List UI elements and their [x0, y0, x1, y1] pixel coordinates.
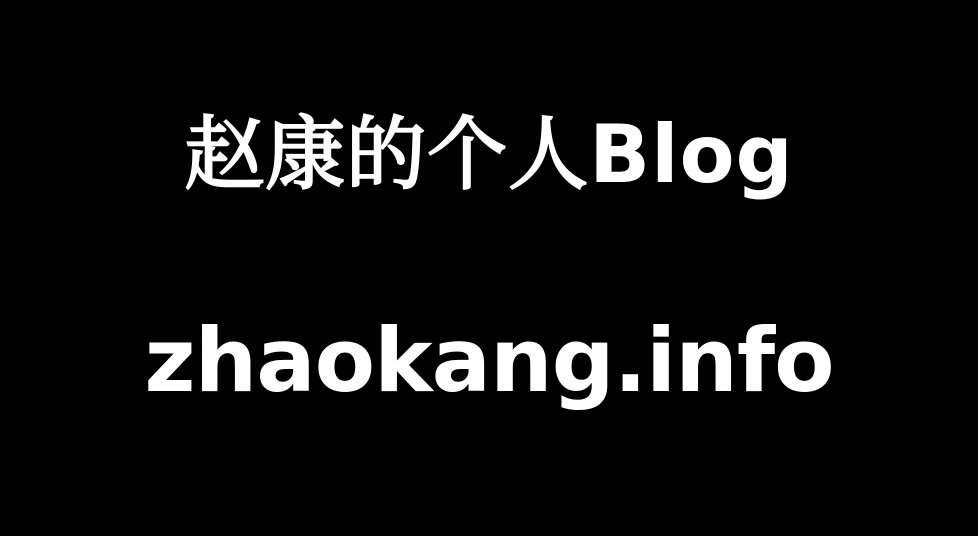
blog-domain: zhaokang.info [144, 309, 834, 412]
blog-title: 赵康的个人Blog [184, 108, 794, 201]
